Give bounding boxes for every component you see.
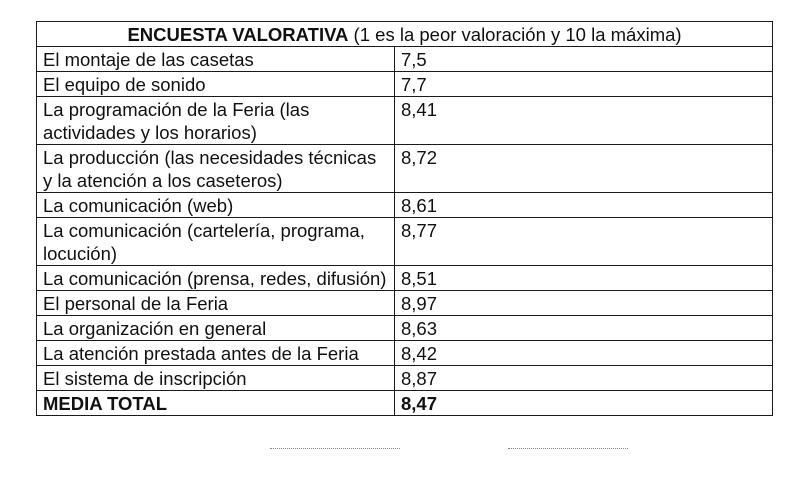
total-row [37,391,773,416]
table-row [37,218,773,266]
item-cell: El sistema de inscripción [37,366,395,391]
score-cell: 8,41 [395,97,773,145]
score-cell: 8,72 [395,145,773,193]
score-cell: 7,7 [395,72,773,97]
score-cell: 8,63 [395,316,773,341]
item-cell: La producción (las necesidades técnicas y la atención a los caseteros) [37,145,395,193]
table-row [37,341,773,366]
score-cell: 8,61 [395,193,773,218]
item-cell: La comunicación (web) [37,193,395,218]
item-cell: La comunicación (cartelería, programa, locución) [37,218,395,266]
total-score-cell: 8,47 [395,391,773,416]
score-cell: 8,87 [395,366,773,391]
item-cell: La comunicación (prensa, redes, difusión) [37,266,395,291]
score-cell: 8,77 [395,218,773,266]
item-cell: La organización en general [37,316,395,341]
table-row [37,72,773,97]
total-label-cell: MEDIA TOTAL [37,391,395,416]
table-title-rest: (1 es la peor valoración y 10 la máxima) [348,24,682,45]
score-cell: 8,97 [395,291,773,316]
dotted-line-right [508,447,628,449]
survey-table [36,21,773,416]
score-cell: 7,5 [395,47,773,72]
table-row [37,366,773,391]
table-row [37,47,773,72]
item-cell: El equipo de sonido [37,72,395,97]
score-cell: 8,51 [395,266,773,291]
table-row [37,145,773,193]
table-row [37,291,773,316]
table-title-bold: ENCUESTA VALORATIVA [127,24,349,45]
dotted-line-left [270,447,400,449]
table-row [37,266,773,291]
item-cell: La programación de la Feria (las actividades y los horarios) [37,97,395,145]
item-cell: El montaje de las casetas [37,47,395,72]
table-row [37,193,773,218]
item-cell: La atención prestada antes de la Feria [37,341,395,366]
score-cell: 8,42 [395,341,773,366]
item-cell: El personal de la Feria [37,291,395,316]
table-row [37,97,773,145]
table-title [37,22,773,47]
table-row [37,316,773,341]
header-row [37,22,773,47]
